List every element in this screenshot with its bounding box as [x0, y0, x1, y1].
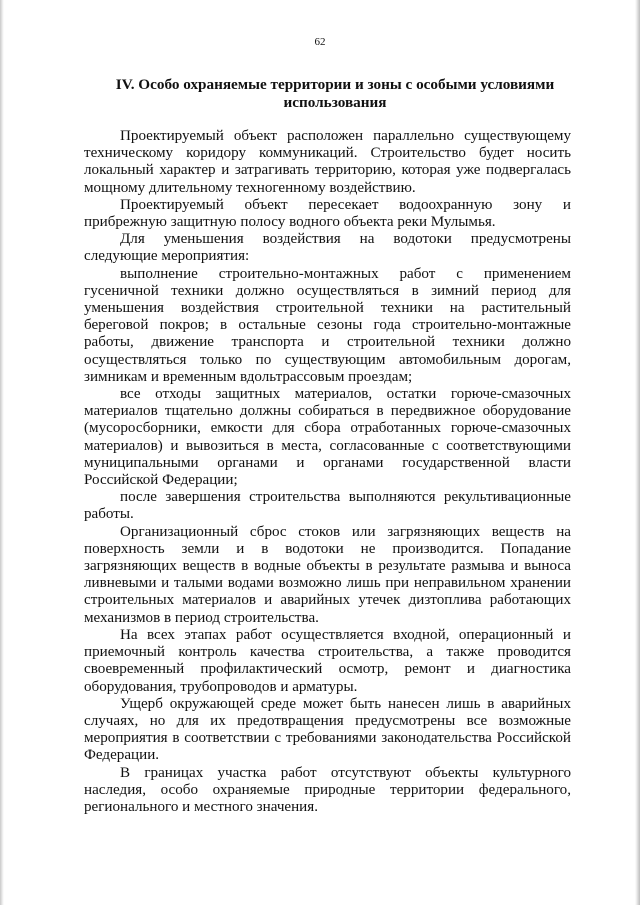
paragraph-measures-intro: Для уменьшения воздействия на водотоки предусмотрены следующие мероприятия: [84, 231, 571, 265]
paragraph-recultivation: после завершения строительства выполняются рекультивационные работы. [84, 489, 571, 523]
paragraph-project-location: Проектируемый объект расположен параллельно существующему техническому коридору коммуникаций. Строительство будет носить локальный характер и затрагивать территорию, которая уже подвергалась мощному длительному техногенному воздействию. [84, 128, 571, 196]
paragraph-winter-works: выполнение строительно-монтажных работ с применением гусеничной техники должно осуществляться в зимний период для уменьшения воздействия строительной техники на растительный береговой покров; в остальные сезоны года строительно-монтажные работы, движение транспорта и строительной техники должно осуществляться только по существующим автомобильным дорогам, зимникам и временным вдольтрассовым проездам; [84, 265, 571, 385]
paragraph-waste-collection: все отходы защитных материалов, остатки горюче-смазочных материалов тщательно должны собираться в передвижное оборудование (мусоросборники, емкости для сбора отработанных горюче-смазочных материалов) и вывозиться в места, согласованные с соответствующими муниципальными органами и органами государственной власти Российской Федерации; [84, 386, 571, 489]
scan-edge-left [0, 0, 4, 905]
paragraph-quality-control: На всех этапах работ осуществляется входной, операционный и приемочный контроль качества строительства, а также проводится своевременный профилактический осмотр, ремонт и диагностика оборудования, трубопроводов и арматуры. [84, 626, 571, 695]
document-body [84, 128, 571, 816]
section-heading: IV. Особо охраняемые территории и зоны с особыми условиями использования [115, 76, 555, 111]
paragraph-water-zone: Проектируемый объект пересекает водоохранную зону и прибрежную защитную полосу водного объекта реки Мулымья. [84, 196, 571, 231]
paragraph-heritage: В границах участка работ отсутствуют объекты культурного наследия, особо охраняемые природные территории федерального, регионального и местного значения. [84, 764, 571, 815]
scan-edge-right [635, 0, 640, 905]
page-number: 62 [314, 36, 326, 48]
paragraph-damage: Ущерб окружающей среде может быть нанесен лишь в аварийных случаях, но для их предотвращения предусмотрены все возможные мероприятия в соответствии с требованиями законодательства Российской Федерации. [84, 695, 571, 764]
paragraph-discharge: Организационный сброс стоков или загрязняющих веществ на поверхность земли и в водотоки не производится. Попадание загрязняющих веществ в водные объекты в результате размыва и выноса ливневыми и талыми водами возможно лишь при неправильном хранении строительных материалов и аварийных утечек дизтоплива работающих механизмов в период строительства. [84, 523, 571, 626]
